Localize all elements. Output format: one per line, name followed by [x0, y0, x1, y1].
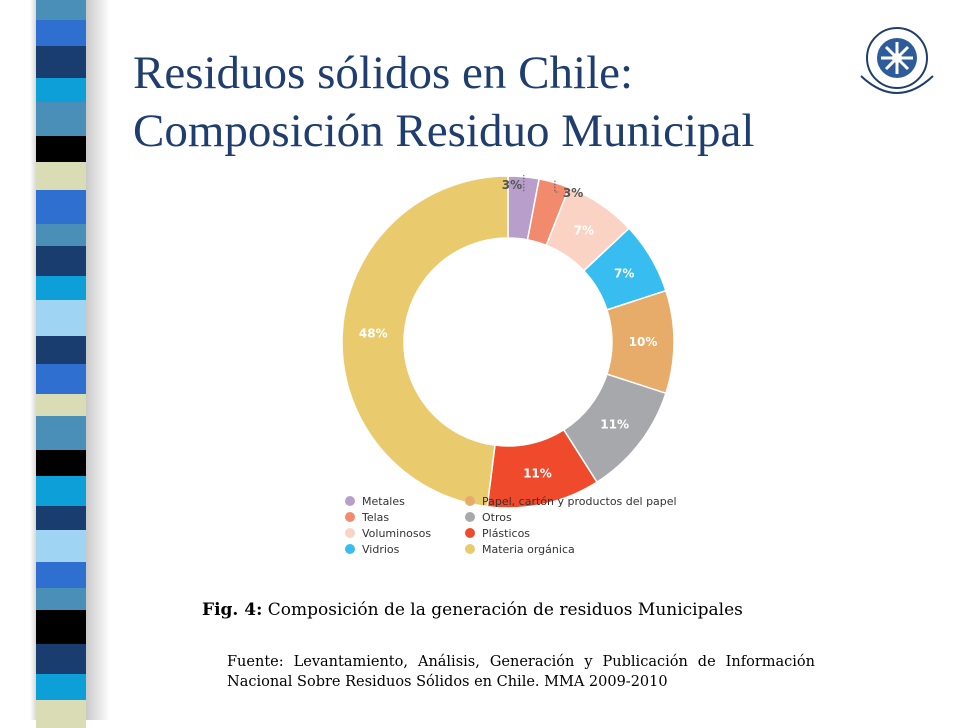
legend-label: Metales — [362, 495, 405, 508]
decorative-stripe — [0, 0, 110, 720]
stripe-block — [36, 0, 86, 20]
slice-value-label: 3% — [562, 186, 584, 200]
legend-label: Papel, cartón y productos del papel — [482, 495, 677, 508]
figure-caption-text: Composición de la generación de residuos Municipales — [262, 600, 743, 620]
stripe-block — [36, 20, 86, 46]
legend-label: Materia orgánica — [482, 543, 575, 556]
stripe-block — [36, 102, 86, 136]
legend-label: Plásticos — [482, 527, 531, 540]
figure-caption — [202, 600, 743, 620]
stripe-block — [36, 700, 86, 728]
stripe-block — [36, 336, 86, 364]
stripe-block — [36, 276, 86, 300]
legend-swatch — [345, 528, 355, 538]
stripe-block — [36, 530, 86, 562]
stripe-block — [36, 610, 86, 644]
stripe-block — [36, 562, 86, 588]
legend-label: Voluminosos — [362, 527, 432, 540]
source-note: Fuente: Levantamiento, Análisis, Generación y Publicación de Información Nacional Sobre Residuos Sólidos en Chile. MMA 2009-2010 — [227, 654, 815, 690]
slice-value-label: 11% — [523, 466, 552, 481]
slice-value-label: 10% — [628, 335, 658, 349]
legend-swatch — [465, 496, 475, 506]
stripe-block — [36, 246, 86, 276]
donut-slice — [342, 176, 508, 507]
stripe-block — [36, 300, 86, 336]
legend-swatch — [465, 528, 475, 538]
waste-composition-donut-chart — [330, 175, 730, 565]
slice-value-label: 48% — [358, 326, 388, 341]
slice-value-label: 7% — [573, 223, 595, 238]
slide-title — [133, 44, 754, 160]
stripe-block — [36, 78, 86, 102]
slice-value-label: 7% — [614, 266, 635, 281]
legend-swatch — [465, 544, 475, 554]
stripe-block — [36, 588, 86, 610]
legend-swatch — [345, 496, 355, 506]
legend-label: Telas — [362, 511, 390, 524]
stripe-block — [36, 136, 86, 162]
stripe-block — [36, 162, 86, 190]
title-line-2: Composición Residuo Municipal — [133, 105, 755, 157]
stripe-block — [36, 224, 86, 246]
figure-caption-label: Fig. 4: — [202, 600, 263, 620]
university-seal-icon — [855, 18, 939, 102]
legend-swatch — [465, 512, 475, 522]
stripe-block — [36, 394, 86, 416]
slice-value-label: 3% — [501, 178, 523, 192]
stripe-block — [36, 364, 86, 394]
stripe-block — [36, 644, 86, 674]
legend-label: Vidrios — [362, 543, 400, 556]
stripe-block — [36, 476, 86, 506]
stripe-block — [36, 416, 86, 450]
stripe-block — [36, 506, 86, 530]
legend-label: Otros — [482, 511, 512, 524]
stripe-block — [36, 450, 86, 476]
title-line-1: Residuos sólidos en Chile: — [133, 47, 634, 99]
stripe-block — [36, 190, 86, 224]
stripe-block — [36, 674, 86, 700]
slice-value-label: 11% — [600, 417, 630, 432]
stripe-block — [36, 46, 86, 78]
legend-swatch — [345, 544, 355, 554]
legend-swatch — [345, 512, 355, 522]
